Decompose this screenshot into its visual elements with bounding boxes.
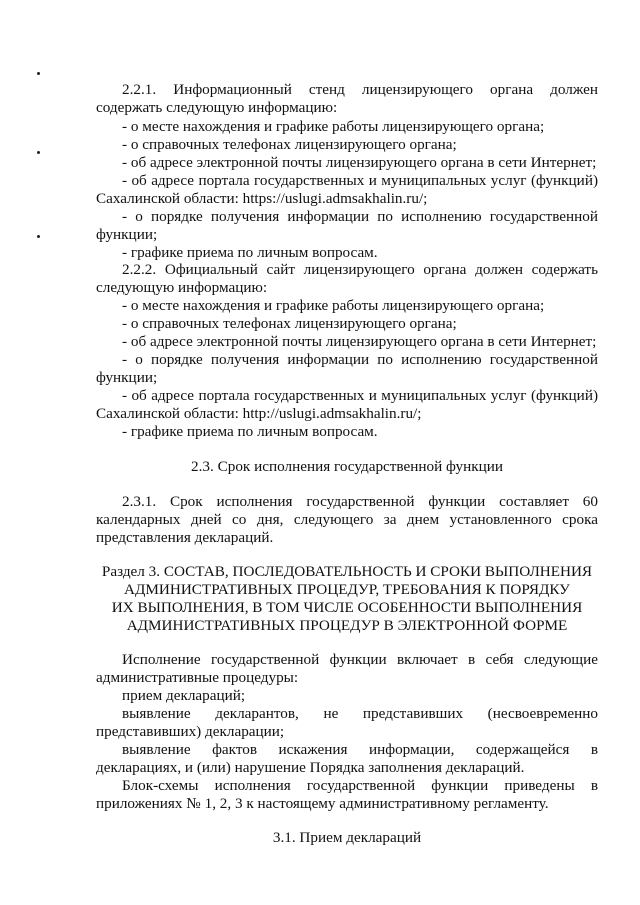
list-item: - об адресе электронной почты лицензирующего органа в сети Интернет; [122, 154, 597, 171]
list-item: выявление фактов искажения информации, содержащейся в [122, 741, 598, 758]
scan-mark [37, 235, 40, 238]
paragraph-line: календарных дней со дня, следующего за днем установленного срока [96, 511, 598, 528]
scan-mark [37, 72, 40, 75]
list-item: - графике приема по личным вопросам. [122, 244, 378, 261]
list-item: - о справочных телефонах лицензирующего органа; [122, 136, 457, 153]
scan-mark [37, 151, 40, 154]
list-item: - о порядке получения информации по исполнению государственной [122, 351, 598, 368]
list-item: - о порядке получения информации по исполнению государственной [122, 208, 598, 225]
chapter-heading: Раздел 3. СОСТАВ, ПОСЛЕДОВАТЕЛЬНОСТЬ И СРОКИ ВЫПОЛНЕНИЯ [101, 563, 593, 580]
paragraph-line: Сахалинской области: http://uslugi.admsakhalin.ru/; [96, 405, 422, 422]
paragraph-line: Исполнение государственной функции включает в себя следующие [122, 651, 598, 668]
list-item: выявление декларантов, не представивших (несвоевременно [122, 705, 598, 722]
paragraph-line: административные процедуры: [96, 669, 299, 686]
paragraph-line: представивших) декларации; [96, 723, 285, 740]
section-heading: 3.1. Прием деклараций [272, 829, 422, 846]
paragraph-line: функции; [96, 226, 158, 243]
section-heading: 2.3. Срок исполнения государственной функции [191, 458, 503, 475]
paragraph-line: функции; [96, 369, 158, 386]
paragraph-line: декларациях, и (или) нарушение Порядка заполнения деклараций. [96, 759, 525, 776]
chapter-heading: ИХ ВЫПОЛНЕНИЯ, В ТОМ ЧИСЛЕ ОСОБЕННОСТИ ВЫПОЛНЕНИЯ [111, 599, 583, 616]
list-item: - о месте нахождения и графике работы лицензирующего органа; [122, 297, 545, 314]
paragraph-line: 2.2.1. Информационный стенд лицензирующего органа должен [122, 81, 598, 98]
paragraph-line: Сахалинской области: https://uslugi.admsakhalin.ru/; [96, 190, 428, 207]
paragraph-line: приложениях № 1, 2, 3 к настоящему административному регламенту. [96, 795, 549, 812]
list-item: - об адресе портала государственных и муниципальных услуг (функций) [122, 172, 598, 189]
paragraph-line: 2.3.1. Срок исполнения государственной функции составляет 60 [122, 493, 598, 510]
paragraph-line: Блок-схемы исполнения государственной функции приведены в [122, 777, 598, 794]
list-item: - о месте нахождения и графике работы лицензирующего органа; [122, 118, 545, 135]
paragraph-line: следующую информацию: [96, 279, 268, 296]
list-item: - об адресе электронной почты лицензирующего органа в сети Интернет; [122, 333, 597, 350]
chapter-heading: АДМИНИСТРАТИВНЫХ ПРОЦЕДУР, ТРЕБОВАНИЯ К ПОРЯДКУ [124, 581, 570, 598]
list-item: - о справочных телефонах лицензирующего органа; [122, 315, 457, 332]
paragraph-line: 2.2.2. Официальный сайт лицензирующего органа должен содержать [122, 261, 598, 278]
paragraph-line: представления деклараций. [96, 529, 274, 546]
list-item: прием деклараций; [122, 687, 246, 704]
list-item: - об адресе портала государственных и муниципальных услуг (функций) [122, 387, 598, 404]
chapter-heading: АДМИНИСТРАТИВНЫХ ПРОЦЕДУР В ЭЛЕКТРОННОЙ ФОРМЕ [126, 617, 568, 634]
list-item: - графике приема по личным вопросам. [122, 423, 378, 440]
paragraph-line: содержать следующую информацию: [96, 99, 338, 116]
